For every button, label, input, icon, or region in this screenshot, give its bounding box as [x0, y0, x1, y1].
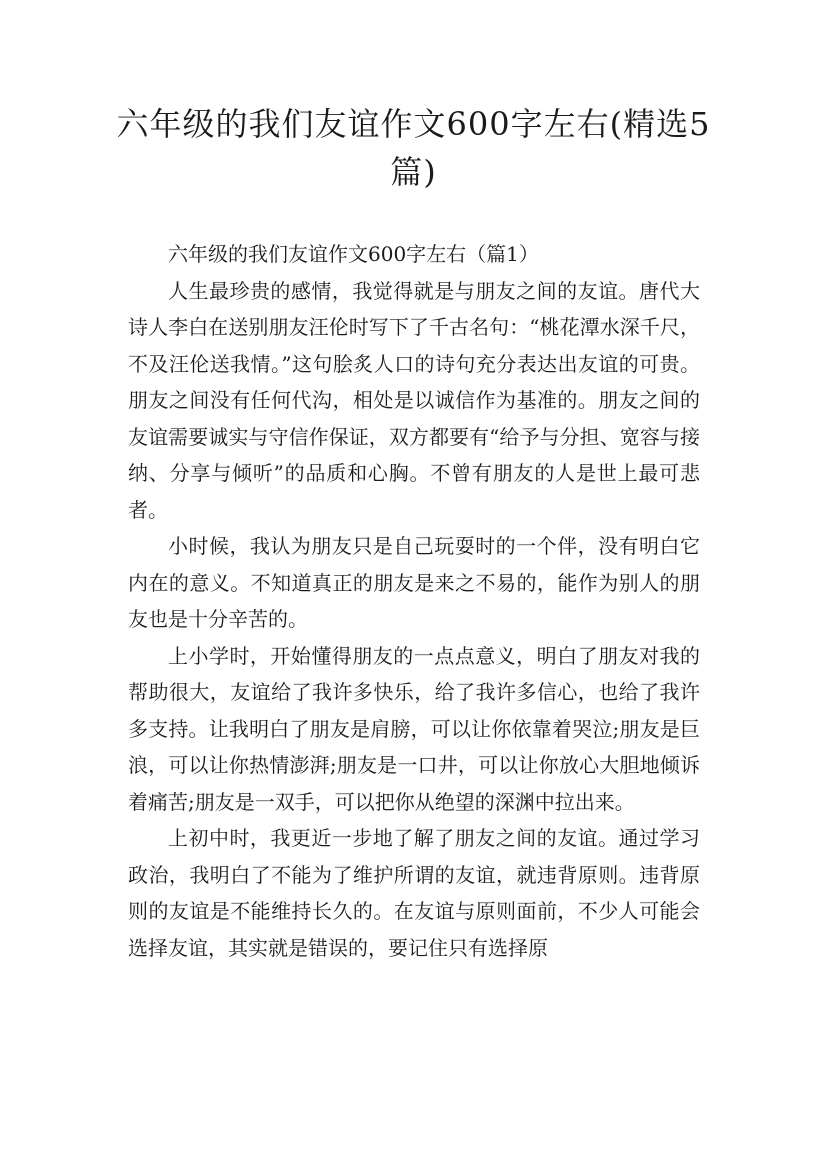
paragraph: 上小学时，开始懂得朋友的一点点意义，明白了朋友对我的帮助很大，友谊给了我许多快乐，给了我许多信心，也给了我许多支持。让我明白了朋友是肩膀，可以让你依靠着哭泣;朋友是巨浪，可以让你热情澎湃;朋友是一口井，可以让你放心大胆地倾诉着痛苦;朋友是一双手，可以把你从绝望的深渊中拉出来。	[128, 643, 700, 814]
document-title: 六年级的我们友谊作文600字左右(精选5篇)	[116, 105, 711, 191]
paragraph: 人生最珍贵的感情，我觉得就是与朋友之间的友谊。唐代大诗人李白在送别朋友汪伦时写下了千古名句：“桃花潭水深千尺，不及汪伦送我情。”这句脍炙人口的诗句充分表达出友谊的可贵。朋友之间没有任何代沟，相处是以诚信作为基准的。朋友之间的友谊需要诚实与守信作保证，双方都要有“给予与分担、宽容与接纳、分享与倾听”的品质和心胸。不曾有朋友的人是世上最可悲者。	[128, 278, 700, 522]
document-body	[128, 236, 700, 966]
paragraph: 上初中时，我更近一步地了解了朋友之间的友谊。通过学习政治，我明白了不能为了维护所谓的友谊，就违背原则。违背原则的友谊是不能维持长久的。在友谊与原则面前，不少人可能会选择友谊，其实就是错误的，要记住只有选择原	[128, 826, 700, 960]
section-heading: 六年级的我们友谊作文600字左右（篇1）	[168, 242, 539, 266]
paragraph: 小时候，我认为朋友只是自己玩耍时的一个伴，没有明白它内在的意义。不知道真正的朋友是来之不易的，能作为别人的朋友也是十分辛苦的。	[128, 534, 700, 631]
